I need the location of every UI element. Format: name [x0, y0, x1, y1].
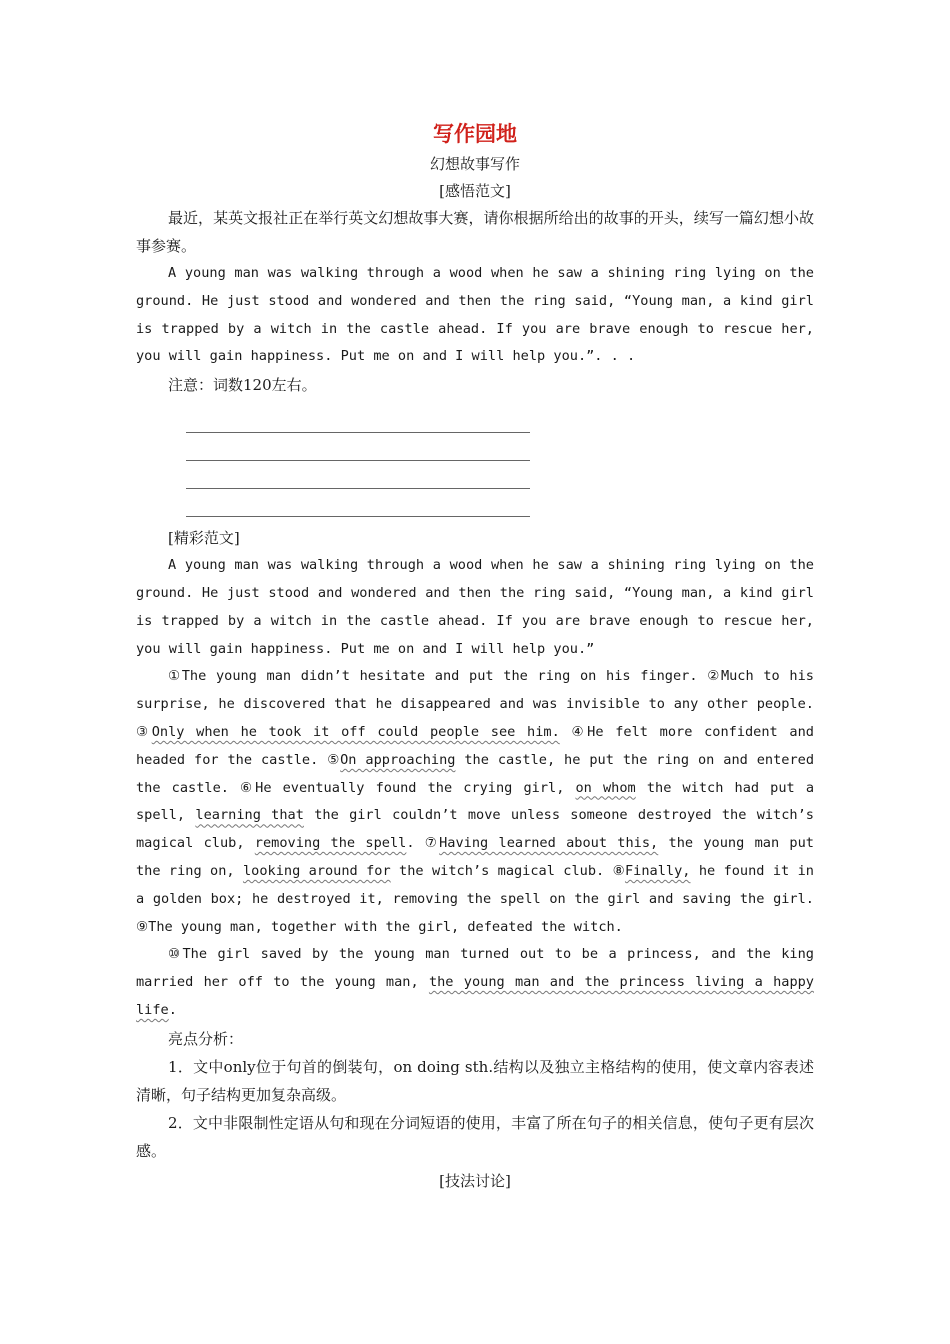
highlight-absolute-construction: the young man and the princess living a happy life	[136, 974, 814, 1018]
section-tag-model: [精彩范文]	[168, 529, 240, 548]
page-title: 写作园地	[433, 122, 517, 146]
highlight-having-learned: Having learned about this,	[439, 835, 659, 852]
text-run: the witch had put a spell,	[136, 779, 815, 824]
answer-line	[186, 461, 530, 489]
text-run: . ⑦	[406, 835, 440, 852]
answer-line	[186, 433, 530, 461]
text-run: the castle, he put the ring on and entered the castle. ⑥He eventually found the crying girl,	[136, 751, 815, 796]
text-run: .	[168, 1001, 177, 1018]
highlight-looking-around-for: looking around for	[242, 862, 391, 879]
model-paragraph-3	[136, 941, 814, 1024]
text-run: the witch’s magical club. ⑧	[390, 862, 625, 879]
word-count-note: 注意：词数120左右。	[168, 376, 317, 395]
highlight-finally: Finally,	[624, 862, 691, 879]
page-subtitle: 幻想故事写作	[429, 155, 520, 173]
model-intro: A young man was walking through a wood when he saw a shining ring lying on the ground. He just stood and wondered and then the ring said, “Young man, a kind girl is trapped by a witch in the castle ahead. If you are brave enough to rescue her, you will gain happiness. Put me on and I will help you.”	[136, 557, 814, 657]
answer-line	[186, 489, 530, 517]
text-run: ④He felt more confident and headed for the castle. ⑤	[136, 723, 814, 768]
text-run: he found it in a golden box; he destroyed it, removing the spell on the girl and saving the girl. ⑨The young man, together with the girl, defeated the witch.	[136, 862, 814, 935]
analysis-point-2: 2．文中非限制性定语从句和现在分词短语的使用，丰富了所在句子的相关信息，使句子更有层次感。	[136, 1113, 814, 1160]
text-run: the girl couldn’t move unless someone destroyed the witch’s magical club,	[136, 807, 814, 852]
document-page	[136, 118, 814, 1195]
analysis-title: 亮点分析：	[168, 1029, 244, 1048]
section-tag-reflection: [感悟范文]	[439, 182, 511, 200]
text-run: the young man put the ring on,	[136, 835, 814, 879]
answer-line	[186, 405, 530, 433]
section-tag-technique: [技法讨论]	[439, 1171, 511, 1190]
highlight-learning-that: learning that	[195, 807, 304, 824]
highlight-on-whom: on whom	[575, 779, 636, 796]
answer-lines	[136, 405, 814, 517]
analysis-point-1: 1．文中only位于句首的倒装句，on doing sth.结构以及独立主格结构的使用，使文章内容表述清晰，句子结构更加复杂高级。	[136, 1057, 814, 1104]
model-paragraph-2	[136, 663, 814, 941]
highlight-removing-the-spell: removing the spell	[254, 835, 407, 852]
text-run: ⑩The girl saved by the young man turned out to be a princess, and the king married her off to the young man,	[136, 946, 814, 991]
text-run: ①The young man didn’t hesitate and put the ring on his finger. ②Much to his surprise, he discovered that he disappeared and was invisible to any other people. ③	[136, 668, 814, 740]
story-prompt: A young man was walking through a wood when he saw a shining ring lying on the ground. He just stood and wondered and then the ring said, “Young man, a kind girl is trapped by a witch in the castle ahead. If you are brave enough to rescue her, you will gain happiness. Put me on and I will help you.”. . .	[136, 265, 814, 365]
highlight-on-approaching: On approaching	[340, 751, 456, 768]
highlight-inversion: Only when he took it off could people see him.	[151, 723, 560, 740]
task-instruction: 最近，某英文报社正在举行英文幻想故事大赛，请你根据所给出的故事的开头，续写一篇幻想小故事参赛。	[136, 209, 814, 255]
